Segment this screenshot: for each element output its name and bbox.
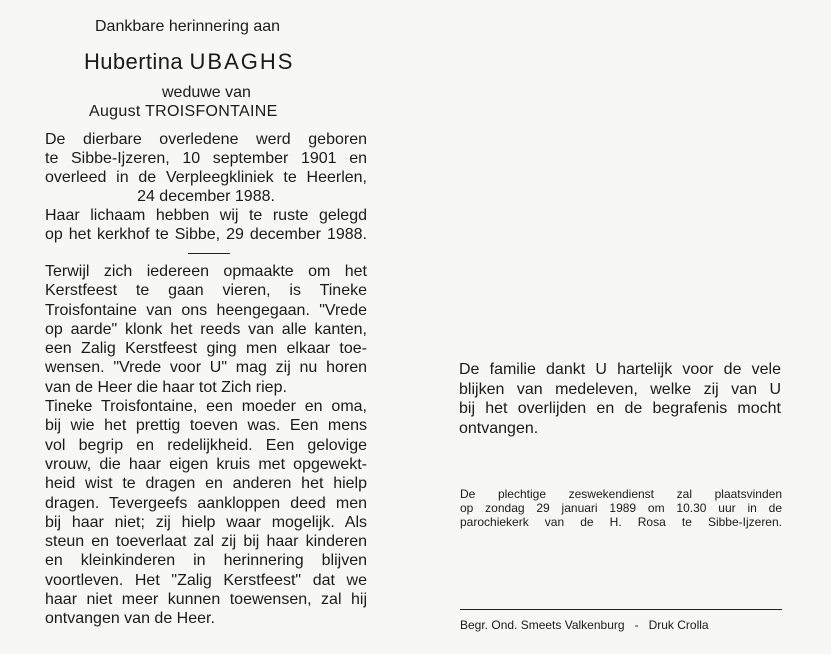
tribute-line: en kleinkinderen in herinnering blijven (45, 552, 367, 570)
tribute-line: Troisfontaine van ons heengegaan. "Vrede (45, 301, 367, 319)
tribute-line: ontvangen van de Heer. (45, 610, 215, 628)
footer-separator: - (634, 618, 639, 632)
printer-text: Druk Crolla (648, 618, 709, 632)
birth-death-line: op het kerkhof te Sibbe, 29 december 1988. (45, 226, 367, 243)
tribute-paragraph (45, 262, 367, 629)
tribute-line: haar niet meer kunnen toewensen, zal hij (45, 591, 367, 609)
footer-rule (460, 609, 782, 610)
thanks-line: bij het overlijden en de begrafenis mocht (459, 400, 781, 417)
footer-credits (460, 618, 709, 632)
tribute-line: dragen. Tevergeefs aankloppen deed men (45, 494, 367, 512)
undertaker-text: Begr. Ond. Smeets Valkenburg (460, 618, 625, 632)
birth-death-line: De dierbare overledene werd geboren (45, 131, 367, 148)
tribute-line: Kerstfeest te gaan vieren, is Tineke (45, 282, 367, 300)
last-name: UBAGHS (189, 49, 295, 74)
mass-line: De plechtige zeswekendienst zal plaatsvinden (460, 487, 782, 501)
deceased-name (84, 49, 294, 75)
tribute-line: heid wist te dragen en anderen het hielp (45, 475, 367, 493)
tribute-line: steun en toeverlaat zal zij bij haar kinderen (45, 533, 367, 551)
first-name: Hubertina (84, 49, 183, 74)
tribute-line: op aarde" klonk het reeds van alle kanten, (45, 320, 367, 338)
mass-line: parochiekerk van de H. Rosa te Sibbe-Ijzeren. (460, 515, 782, 529)
intro-text: Dankbare herinnering aan (95, 18, 281, 35)
birth-death-line: te Sibbe-Ijzeren, 10 september 1901 en (45, 150, 367, 167)
tribute-line: voortleven. Het "Zalig Kerstfeest" dat we (45, 571, 367, 589)
birth-death-line: 24 december 1988. (137, 188, 275, 205)
tribute-line: bij haar niet; zij hielp waar mogelijk. Als (45, 513, 367, 531)
thanks-line: blijken van medeleven, welke zij van U (459, 380, 781, 398)
tribute-line: vol begrip en redelijkheid. Een gelovige (45, 436, 367, 454)
birth-death-paragraph (45, 130, 367, 244)
birth-death-line: Haar lichaam hebben wij te ruste gelegd (45, 207, 367, 224)
thanks-line: ontvangen. (459, 419, 539, 437)
memorial-mass-notice (460, 487, 782, 529)
widow-of-text: weduwe van (162, 84, 251, 101)
mass-line: op zondag 29 januari 1989 om 10.30 uur in de (460, 501, 782, 515)
birth-death-line: overleed in de Verpleegkliniek te Heerlen, (45, 169, 367, 186)
thanks-paragraph (459, 360, 781, 438)
tribute-line: bij wie het prettig toeven was. Een mens (45, 417, 367, 435)
tribute-line: een Zalig Kerstfeest ging men elkaar toe- (45, 340, 367, 358)
tribute-line: wensen. "Vrede voor U" mag zij nu horen (45, 359, 367, 377)
tribute-line: vrouw, die haar eigen kruis met opgewekt- (45, 455, 367, 473)
divider (188, 253, 230, 254)
tribute-line: Tineke Troisfontaine, een moeder en oma, (45, 398, 367, 416)
spouse-name: August TROISFONTAINE (89, 103, 278, 120)
tribute-line: van de Heer die haar tot Zich riep. (45, 378, 287, 396)
thanks-line: De familie dankt U hartelijk voor de vele (459, 361, 781, 378)
tribute-line: Terwijl zich iedereen opmaakte om het (45, 263, 367, 280)
